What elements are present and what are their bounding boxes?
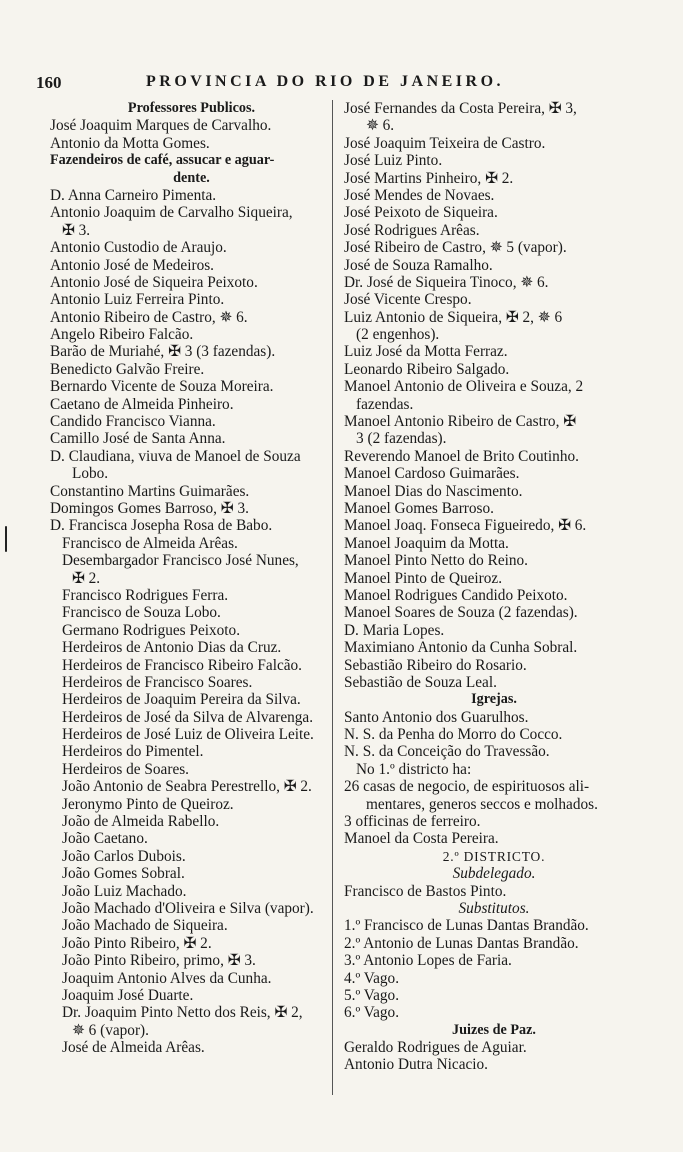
right-column-line: 5.º Vago.: [344, 986, 400, 1004]
right-column-line: Manoel Joaquim da Motta.: [344, 534, 509, 552]
right-column-line: José Rodrigues Arêas.: [344, 221, 480, 239]
right-column-line: Sebastião Ribeiro do Rosario.: [344, 656, 527, 674]
left-column-line: Bernardo Vicente de Souza Moreira.: [50, 378, 274, 396]
left-column-line: João Machado de Siqueira.: [62, 917, 228, 935]
left-column-line: ✠ 2.: [72, 569, 101, 587]
column-divider: [332, 100, 333, 1095]
right-column-line: Antonio Dutra Nicacio.: [344, 1056, 489, 1074]
left-column-line: João de Almeida Rabello.: [62, 813, 220, 831]
left-column: [50, 100, 333, 1056]
right-column-line: José Ribeiro de Castro, ✵ 5 (vapor).: [344, 239, 567, 257]
right-column-line: Manoel Cardoso Guimarães.: [344, 465, 520, 483]
right-column-line: N. S. da Conceição do Travessão.: [344, 743, 550, 761]
left-column-line: João Caetano.: [62, 830, 148, 848]
left-column-line: João Luiz Machado.: [62, 882, 187, 900]
left-column-line: Herdeiros de Francisco Ribeiro Falcão.: [62, 656, 302, 674]
right-column-line: 1.º Francisco de Lunas Dantas Brandão.: [344, 917, 589, 935]
right-column-line: Manoel Antonio Ribeiro de Castro, ✠: [344, 413, 577, 431]
left-column-line: Herdeiros de Antonio Dias da Cruz.: [62, 639, 282, 657]
right-column-line: 6.º Vago.: [344, 1004, 400, 1022]
right-column-line: Manoel Dias do Nascimento.: [344, 482, 523, 500]
left-column-line: D. Claudiana, viuva de Manoel de Souza: [50, 447, 301, 465]
right-column-line: Reverendo Manoel de Brito Coutinho.: [344, 447, 579, 465]
right-column-line: Maximiano Antonio da Cunha Sobral.: [344, 639, 578, 657]
left-column-line: Antonio Ribeiro de Castro, ✵ 6.: [50, 308, 248, 326]
right-column-line: 3 officinas de ferreiro.: [344, 813, 481, 831]
right-column-line: José Joaquim Teixeira de Castro.: [344, 134, 546, 152]
right-column-line: (2 engenhos).: [356, 326, 440, 344]
left-column-line: Caetano de Almeida Pinheiro.: [50, 395, 234, 413]
left-column-line: Desembargador Francisco José Nunes,: [62, 552, 299, 570]
left-column-line: Constantino Martins Guimarães.: [50, 482, 250, 500]
left-column-line: Benedicto Galvão Freire.: [50, 360, 205, 378]
left-column-line: Fazendeiros de café, assucar e aguar-: [50, 152, 275, 169]
right-column-line: Luiz José da Motta Ferraz.: [344, 343, 508, 361]
right-column-line: mentares, generos seccos e molhados.: [366, 795, 598, 813]
left-column-line: Antonio Luiz Ferreira Pinto.: [50, 291, 225, 309]
right-column-line: José Peixoto de Siqueira.: [344, 204, 498, 222]
right-column-line: Manoel Antonio de Oliveira e Souza, 2: [344, 378, 584, 396]
right-column-line: José Luiz Pinto.: [344, 152, 443, 170]
left-column-line: João Machado d'Oliveira e Silva (vapor).: [62, 899, 314, 917]
left-column-line: Angelo Ribeiro Falcão.: [50, 326, 194, 344]
right-column-line: Manoel Soares de Souza (2 fazendas).: [344, 604, 578, 622]
margin-mark: [5, 526, 7, 552]
right-column-line: 3.º Antonio Lopes de Faria.: [344, 952, 512, 970]
right-column-line: Manoel Gomes Barroso.: [344, 499, 494, 517]
right-column-line: Substitutos.: [458, 899, 530, 917]
right-column-line: 2.º DISTRICTO.: [442, 848, 546, 864]
left-column-line: Antonio José de Siqueira Peixoto.: [50, 273, 258, 291]
left-column-line: Herdeiros de José da Silva de Alvarenga.: [62, 708, 314, 726]
left-column-line: Barão de Muriahé, ✠ 3 (3 fazendas).: [50, 343, 276, 361]
left-column-line: Joaquim José Duarte.: [62, 986, 194, 1004]
right-column-line: Igrejas.: [471, 691, 517, 708]
right-column-line: Manoel da Costa Pereira.: [344, 830, 499, 848]
left-column-line: Dr. Joaquim Pinto Netto dos Reis, ✠ 2,: [62, 1004, 303, 1022]
right-column-line: D. Maria Lopes.: [344, 621, 445, 639]
left-column-line: Germano Rodrigues Peixoto.: [62, 621, 241, 639]
left-column-line: Candido Francisco Vianna.: [50, 413, 216, 431]
left-column-line: João Pinto Ribeiro, primo, ✠ 3.: [62, 952, 256, 970]
right-column-line: Manoel Pinto de Queiroz.: [344, 569, 503, 587]
left-column-line: Herdeiros de José Luiz de Oliveira Leite.: [62, 726, 314, 744]
right-column-line: 2.º Antonio de Lunas Dantas Brandão.: [344, 934, 579, 952]
left-column-line: dente.: [173, 169, 210, 186]
left-column-line: Antonio José de Medeiros.: [50, 256, 214, 274]
left-column-line: ✵ 6 (vapor).: [72, 1021, 149, 1039]
right-column-line: José Fernandes da Costa Pereira, ✠ 3,: [344, 100, 577, 117]
left-column-line: Antonio Joaquim de Carvalho Siqueira,: [50, 204, 293, 222]
right-column-line: Manoel Pinto Netto do Reino.: [344, 552, 528, 570]
right-column-line: Sebastião de Souza Leal.: [344, 673, 497, 691]
left-column-line: João Pinto Ribeiro, ✠ 2.: [62, 934, 212, 952]
right-column-line: Manoel Joaq. Fonseca Figueiredo, ✠ 6.: [344, 517, 587, 535]
right-column-line: Luiz Antonio de Siqueira, ✠ 2, ✵ 6: [344, 308, 563, 326]
right-column-line: N. S. da Penha do Morro do Cocco.: [344, 726, 563, 744]
left-column-line: Francisco Rodrigues Ferra.: [62, 586, 229, 604]
right-column-line: Subdelegado.: [452, 865, 536, 883]
left-column-line: Herdeiros de Francisco Soares.: [62, 673, 253, 691]
left-column-line: Joaquim Antonio Alves da Cunha.: [62, 969, 272, 987]
right-column-line: Manoel Rodrigues Candido Peixoto.: [344, 586, 568, 604]
right-column-line: 3 (2 fazendas).: [356, 430, 447, 448]
left-column-line: Lobo.: [72, 465, 109, 483]
left-column-line: João Carlos Dubois.: [62, 847, 186, 865]
left-column-line: Antonio da Motta Gomes.: [50, 134, 210, 152]
right-column-line: José Mendes de Novaes.: [344, 186, 495, 204]
left-column-line: Antonio Custodio de Araujo.: [50, 239, 227, 257]
left-column-line: D. Francisca Josepha Rosa de Babo.: [50, 517, 273, 535]
page-header: [36, 73, 636, 95]
right-column-line: Francisco de Bastos Pinto.: [344, 882, 507, 900]
left-column-line: D. Anna Carneiro Pimenta.: [50, 186, 217, 204]
left-column-line: Francisco de Almeida Arêas.: [62, 534, 238, 552]
page-title: PROVINCIA DO RIO DE JANEIRO.: [146, 73, 505, 90]
left-column-line: Herdeiros de Soares.: [62, 760, 190, 778]
right-column-line: ✵ 6.: [366, 117, 395, 135]
right-column-line: José Vicente Crespo.: [344, 291, 472, 309]
page-number: 160: [36, 73, 62, 92]
right-column-line: José Martins Pinheiro, ✠ 2.: [344, 169, 514, 187]
right-column-line: fazendas.: [356, 395, 414, 413]
right-column-line: No 1.º districto ha:: [356, 760, 472, 778]
left-column-line: Herdeiros do Pimentel.: [62, 743, 204, 761]
right-column-line: José de Souza Ramalho.: [344, 256, 493, 274]
left-column-line: Francisco de Souza Lobo.: [62, 604, 221, 622]
right-column-line: Leonardo Ribeiro Salgado.: [344, 360, 510, 378]
right-column: [344, 100, 644, 1074]
left-column-line: José de Almeida Arêas.: [62, 1039, 205, 1057]
right-column-line: Juizes de Paz.: [452, 1021, 536, 1038]
right-column-line: Santo Antonio dos Guarulhos.: [344, 708, 529, 726]
right-column-line: Geraldo Rodrigues de Aguiar.: [344, 1039, 527, 1057]
left-column-line: João Antonio de Seabra Perestrello, ✠ 2.: [62, 778, 312, 796]
left-column-line: Herdeiros de Joaquim Pereira da Silva.: [62, 691, 301, 709]
right-column-line: 4.º Vago.: [344, 969, 400, 987]
right-column-line: Dr. José de Siqueira Tinoco, ✵ 6.: [344, 273, 549, 291]
left-column-line: Camillo José de Santa Anna.: [50, 430, 226, 448]
right-column-line: 26 casas de negocio, de espirituosos ali-: [344, 778, 590, 796]
left-column-line: ✠ 3.: [62, 221, 91, 239]
left-column-line: Domingos Gomes Barroso, ✠ 3.: [50, 499, 249, 517]
left-column-line: João Gomes Sobral.: [62, 865, 185, 883]
left-column-line: Professores Publicos.: [127, 100, 256, 116]
left-column-line: Jeronymo Pinto de Queiroz.: [62, 795, 234, 813]
left-column-line: José Joaquim Marques de Carvalho.: [50, 117, 272, 135]
